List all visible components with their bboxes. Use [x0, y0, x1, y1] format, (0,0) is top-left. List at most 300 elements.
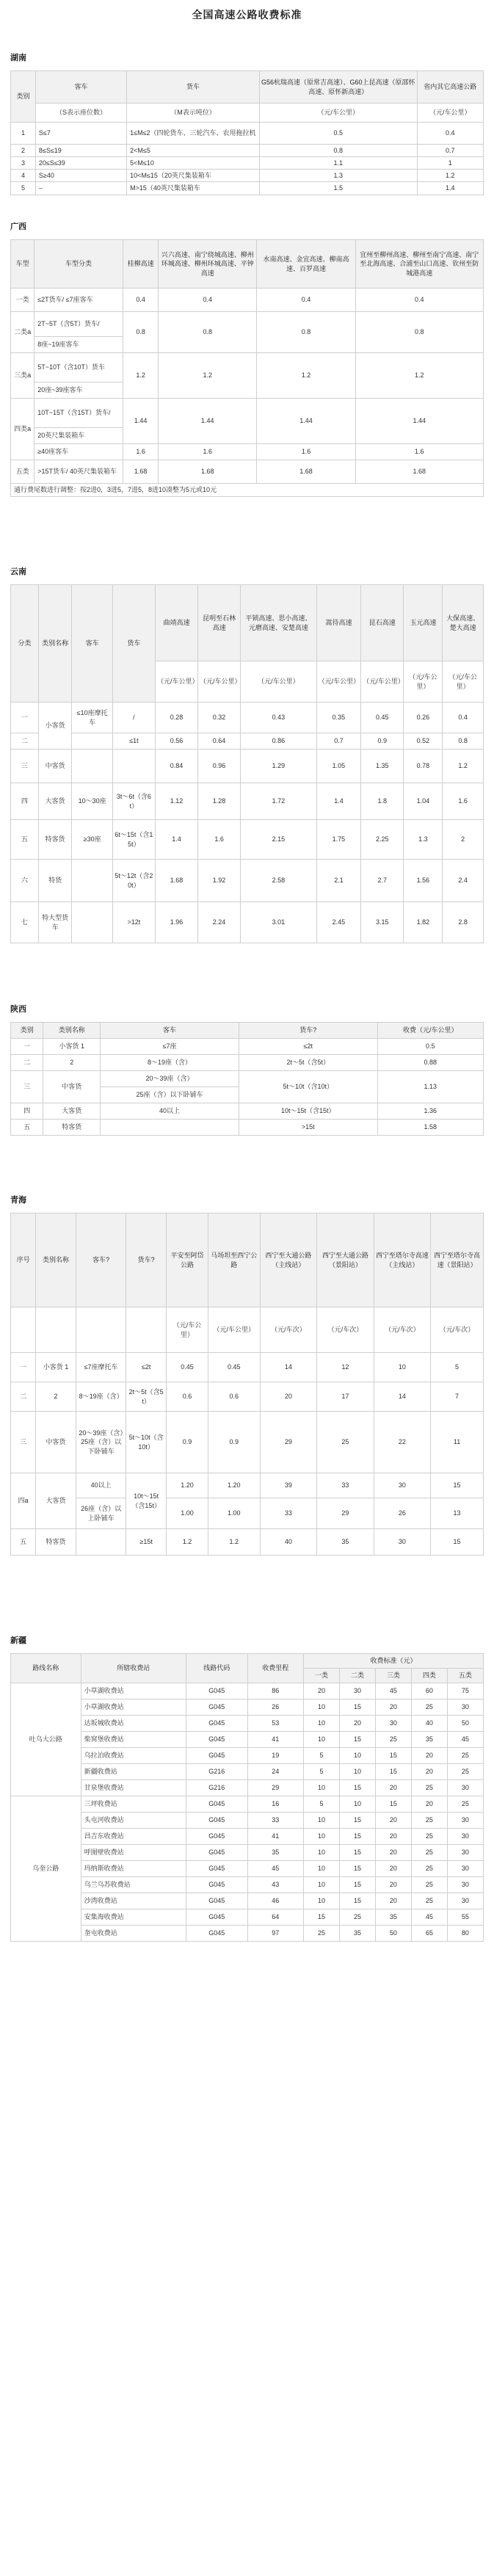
table-cell: / [112, 703, 155, 733]
table-cell: 22 [374, 1412, 431, 1473]
table-cell: 1.20 [166, 1473, 208, 1498]
table-row [11, 1103, 484, 1120]
table-cell: ≤2t [239, 1039, 377, 1055]
qinghai-unit-blank [126, 1307, 167, 1353]
table-cell: 达坂城收费站 [81, 1716, 186, 1732]
table-cell: 41 [247, 1732, 303, 1748]
table-cell: 小客货 1 [43, 1039, 101, 1055]
table-cell: 1.2 [417, 170, 483, 182]
table-cell: 0.35 [316, 703, 361, 733]
qinghai-header-bus: 客车? [76, 1213, 126, 1307]
table-cell: 45 [447, 1732, 483, 1748]
table-cell: 10 [374, 1353, 431, 1382]
table-cell: 三 [11, 750, 39, 783]
table-cell: 1.00 [166, 1498, 208, 1529]
table-cell: 二类a [11, 312, 34, 353]
guangxi-header-class: 车型分类 [34, 240, 123, 289]
xinjiang-class-5: 五类 [447, 1669, 483, 1683]
table-cell: 1.2 [208, 1529, 260, 1556]
table-row [11, 170, 484, 182]
table-cell: G045 [186, 1748, 247, 1764]
table-row [11, 444, 484, 460]
table-row [11, 1382, 484, 1412]
table-cell: 四类a [11, 399, 34, 460]
table-cell: 3.01 [241, 902, 317, 943]
table-cell: 8～19座（含） [101, 1055, 239, 1071]
table-cell: 15 [339, 1780, 375, 1796]
table-cell: 86 [247, 1683, 303, 1699]
qinghai-unit-blank [36, 1307, 76, 1353]
section-xinjiang [10, 1634, 484, 1942]
table-cell: 10 [339, 1796, 375, 1813]
table-cell: 0.45 [208, 1353, 260, 1382]
yunnan-header-pingsuo: 平锁高速、思小高速、元磨高速、安楚高速 [241, 585, 317, 661]
qinghai-unit: （元/车次） [317, 1307, 374, 1353]
table-cell: 30 [447, 1780, 483, 1796]
qinghai-header-pingan: 平安至阿岱公路 [166, 1213, 208, 1307]
yunnan-header-class: 分类 [11, 585, 39, 703]
table-cell: 30 [374, 1473, 431, 1498]
table-cell: 0.4 [443, 703, 484, 733]
table-cell: 0.52 [404, 733, 443, 750]
table-row [11, 157, 484, 170]
table-cell: M>15（40英尺集装箱车 [127, 182, 260, 195]
table-cell: 5<M≤10 [127, 157, 260, 170]
table-cell: 特客货 [38, 820, 71, 860]
table-cell: S≤7 [35, 123, 126, 145]
table-row [11, 1926, 484, 1942]
table-cell: 10 [339, 1764, 375, 1780]
table-row [11, 860, 484, 902]
table-cell: 15 [339, 1829, 375, 1845]
table-cell: 25 [317, 1412, 374, 1473]
qinghai-unit: （元/车次） [374, 1307, 431, 1353]
table-cell: >15t [239, 1120, 377, 1136]
table-cell: 20 [411, 1796, 447, 1813]
table-cell: 33 [260, 1498, 317, 1529]
table-cell: 一 [11, 703, 39, 733]
qinghai-header-machang: 马场坦至西宁公路 [208, 1213, 260, 1307]
table-cell: 一 [11, 1353, 36, 1382]
table-cell: 10T~15T（含15T）货车/ [34, 399, 123, 428]
table-cell: 13 [431, 1498, 484, 1529]
table-cell: 1.82 [404, 902, 443, 943]
table-cell: 2.45 [316, 902, 361, 943]
table-row [11, 1764, 484, 1780]
table-cell: 三类a [11, 353, 34, 399]
table-cell: 2 [36, 1382, 76, 1412]
table-cell: 1.2 [355, 353, 483, 399]
yunnan-header-kunshi2: 昆石高速 [361, 585, 404, 661]
table-cell: 97 [247, 1926, 303, 1942]
section-qinghai [10, 1194, 484, 1605]
table-row [11, 182, 484, 195]
table-cell: 41 [247, 1829, 303, 1845]
hunan-sub-unit-b: （元/车公里） [417, 104, 483, 123]
qinghai-unit: （元/车公里） [208, 1307, 260, 1353]
yunnan-header-yuyuan: 玉元高速 [404, 585, 443, 661]
table-cell: 5 [11, 182, 36, 195]
table-cell [72, 902, 113, 943]
table-cell: 30 [447, 1877, 483, 1893]
table-cell: 20 [375, 1780, 411, 1796]
table-cell: 39 [260, 1473, 317, 1498]
table-cell: 甘泉堡收费站 [81, 1780, 186, 1796]
table-cell: 1.6 [198, 820, 241, 860]
page-title: 全国高速公路收费标准 [192, 9, 302, 21]
table-cell: 五 [11, 1120, 43, 1136]
table-row [11, 399, 484, 428]
table-cell: 20≤S≤39 [35, 157, 126, 170]
hunan-header-other: 省内其它高速公路 [417, 71, 483, 104]
table-cell: 一类 [11, 289, 34, 312]
shaanxi-header-name: 类别名称 [43, 1023, 101, 1039]
hunan-sub-unit-a: （元/车公里） [259, 104, 417, 123]
table-cell: 1.4 [417, 182, 483, 195]
table-row [11, 703, 484, 733]
xinjiang-table [10, 1653, 484, 1942]
table-cell: G216 [186, 1780, 247, 1796]
table-cell: 20英尺集装箱车 [34, 428, 123, 444]
table-cell: 二 [11, 1055, 43, 1071]
hunan-header-g56: G56杭瑞高速（原常吉高速）、G60上昆高速（原邵怀高速、原怀新高速） [259, 71, 417, 104]
hunan-header-bus: 客车 [35, 71, 126, 104]
table-cell: 2t～5t（含5t） [126, 1382, 167, 1412]
table-cell: 小草湖收费站 [81, 1699, 186, 1716]
table-cell: 25 [411, 1699, 447, 1716]
table-cell: 大客货 [36, 1473, 76, 1529]
table-cell: 1.00 [208, 1498, 260, 1529]
table-cell: 20 [260, 1382, 317, 1412]
table-row [11, 1780, 484, 1796]
table-cell: 29 [247, 1780, 303, 1796]
table-cell: 0.8 [355, 312, 483, 353]
table-cell: 安集海收费站 [81, 1909, 186, 1926]
table-cell: 15 [339, 1813, 375, 1829]
table-cell: 1.6 [257, 444, 355, 460]
table-cell: 10 [304, 1732, 340, 1748]
table-cell: 20 [375, 1813, 411, 1829]
table-row [11, 1813, 484, 1829]
table-cell: 呼图壁收费站 [81, 1845, 186, 1861]
table-cell: 中客货 [38, 750, 71, 783]
table-cell: 0.45 [361, 703, 404, 733]
table-cell: 30 [447, 1829, 483, 1845]
section-guangxi [10, 220, 484, 536]
table-cell: 特客货 [43, 1120, 101, 1136]
table-cell: 24 [247, 1764, 303, 1780]
table-cell: 0.78 [404, 750, 443, 783]
table-cell: 0.6 [208, 1382, 260, 1412]
table-cell: 五 [11, 820, 39, 860]
table-cell: 25 [411, 1829, 447, 1845]
table-cell: 20 [375, 1893, 411, 1909]
section-title-xinjiang: 新疆 [10, 1636, 26, 1645]
table-cell: 10t～15t（含15t） [126, 1473, 167, 1529]
table-cell: 12 [317, 1353, 374, 1382]
table-cell: 1.92 [198, 860, 241, 902]
table-cell: 20 [375, 1877, 411, 1893]
table-cell: 1.29 [241, 750, 317, 783]
table-cell: 25 [411, 1861, 447, 1877]
xinjiang-class-2: 二类 [339, 1669, 375, 1683]
table-cell: 35 [411, 1732, 447, 1748]
yunnan-header-dabao: 大保高速、楚大高速 [443, 585, 484, 661]
shaanxi-header-class: 类别 [11, 1023, 43, 1039]
table-cell: 1 [11, 123, 36, 145]
table-row [11, 1829, 484, 1845]
table-row [11, 1909, 484, 1926]
table-cell: 0.7 [316, 733, 361, 750]
table-cell: 2t～5t（含5t） [239, 1055, 377, 1071]
table-cell: 15 [431, 1473, 484, 1498]
table-cell: 20～39座（含） [101, 1071, 239, 1087]
table-cell: 头屯河收费站 [81, 1813, 186, 1829]
xinjiang-class-4: 四类 [411, 1669, 447, 1683]
table-cell: 0.45 [166, 1353, 208, 1382]
table-row [11, 1893, 484, 1909]
table-row [11, 820, 484, 860]
table-cell: 6t～15t（含15t） [112, 820, 155, 860]
shaanxi-header-bus: 客车 [101, 1023, 239, 1039]
table-cell: 0.4 [257, 289, 355, 312]
table-cell: 25 [447, 1764, 483, 1780]
table-cell: 七 [11, 902, 39, 943]
table-cell: 25 [411, 1893, 447, 1909]
hunan-sub-seats: （S表示座位数） [35, 104, 126, 123]
table-cell: 1.3 [404, 820, 443, 860]
table-cell: G045 [186, 1796, 247, 1813]
table-row [11, 1732, 484, 1748]
table-cell: 中客货 [43, 1071, 101, 1103]
table-cell: G045 [186, 1861, 247, 1877]
table-cell: 15 [339, 1861, 375, 1877]
table-cell: G045 [186, 1699, 247, 1716]
table-cell: 7 [431, 1382, 484, 1412]
table-cell: 1.8 [361, 783, 404, 820]
table-row [11, 1473, 484, 1498]
table-row [11, 1699, 484, 1716]
table-row [11, 1353, 484, 1382]
table-cell [72, 733, 113, 750]
table-cell: 2 [11, 145, 36, 157]
table-cell: 2<M≤5 [127, 145, 260, 157]
table-row [11, 1748, 484, 1764]
table-cell: 15 [339, 1877, 375, 1893]
table-cell: 20 [339, 1716, 375, 1732]
table-cell: 2T~5T（含5T）货车/ [34, 312, 123, 337]
table-cell: 0.8 [259, 145, 417, 157]
qinghai-unit: （元/车次） [260, 1307, 317, 1353]
table-cell: ≤7座摩托车 [76, 1353, 126, 1382]
table-row [11, 733, 484, 750]
table-cell: 30 [447, 1813, 483, 1829]
table-cell: 15 [339, 1893, 375, 1909]
table-cell: 30 [374, 1529, 431, 1556]
table-cell: 60 [411, 1683, 447, 1699]
yunnan-unit: （元/车公里） [241, 661, 317, 703]
table-cell: >12t [112, 902, 155, 943]
table-cell: 33 [247, 1813, 303, 1829]
table-cell: 65 [411, 1926, 447, 1942]
table-cell: 45 [411, 1909, 447, 1926]
yunnan-table [10, 584, 484, 943]
table-cell: – [35, 182, 126, 195]
table-cell: 30 [447, 1861, 483, 1877]
table-cell: 10 [304, 1829, 340, 1845]
table-cell: 5t～12t（含20t） [112, 860, 155, 902]
table-cell: 10 [304, 1813, 340, 1829]
guangxi-header-xingliu: 兴六高速、南宁绕城高速、柳州环城高速、柳州环城高速、平钟高速 [159, 240, 257, 289]
table-cell: 0.5 [377, 1039, 483, 1055]
table-cell: 75 [447, 1683, 483, 1699]
table-cell: 0.7 [417, 145, 483, 157]
xinjiang-header-stations: 所辖收费站 [81, 1654, 186, 1683]
table-cell: 20 [375, 1845, 411, 1861]
table-cell: 0.6 [166, 1382, 208, 1412]
table-cell: 0.8 [159, 312, 257, 353]
table-cell: 40 [411, 1716, 447, 1732]
table-cell: 2.7 [361, 860, 404, 902]
table-cell: 30 [447, 1699, 483, 1716]
table-cell: 1.12 [155, 783, 197, 820]
table-cell: 15 [375, 1764, 411, 1780]
table-cell: 0.28 [155, 703, 197, 733]
table-cell: 20 [375, 1861, 411, 1877]
guangxi-header-type: 车型 [11, 240, 34, 289]
section-title-hunan: 湖南 [10, 54, 26, 62]
table-cell: 26 [374, 1498, 431, 1529]
table-cell: S≥40 [35, 170, 126, 182]
table-row [11, 1071, 484, 1087]
table-cell: ≤2t [126, 1353, 167, 1382]
table-row [11, 460, 484, 484]
table-row [11, 145, 484, 157]
table-cell: ≥40座客车 [34, 444, 123, 460]
table-cell: 10～30座 [72, 783, 113, 820]
table-cell: 0.4 [355, 289, 483, 312]
table-cell: 0.64 [198, 733, 241, 750]
table-cell: >15T货车/ 40英尺集装箱车 [34, 460, 123, 484]
table-cell: 11 [431, 1412, 484, 1473]
table-cell: 17 [317, 1382, 374, 1412]
table-cell: 10<M≤15（20英尺集装箱车 [127, 170, 260, 182]
table-cell: 29 [317, 1498, 374, 1529]
table-cell: 25 [411, 1845, 447, 1861]
table-cell: 5t～10t（含10t） [239, 1071, 377, 1103]
table-cell: 15 [304, 1909, 340, 1926]
table-cell: 40 [260, 1529, 317, 1556]
table-cell: 1.2 [257, 353, 355, 399]
qinghai-unit: （元/车公里） [166, 1307, 208, 1353]
table-cell: 3 [11, 157, 36, 170]
table-cell: 五类 [11, 460, 34, 484]
table-row [11, 484, 484, 497]
table-cell: 五 [11, 1529, 36, 1556]
table-cell: 15 [339, 1699, 375, 1716]
hunan-sub-tonnage: （M表示吨位） [127, 104, 260, 123]
table-cell: 0.8 [123, 312, 158, 353]
table-cell: 中客货 [36, 1412, 76, 1473]
hunan-header-category: 类别 [11, 71, 36, 123]
table-cell: G216 [186, 1764, 247, 1780]
yunnan-unit: （元/车公里） [316, 661, 361, 703]
table-cell: 1.2 [166, 1529, 208, 1556]
table-cell: 1.68 [155, 860, 197, 902]
section-yunnan [10, 565, 484, 976]
table-cell: 1.2 [443, 750, 484, 783]
route-name-cell: 乌奎公路 [11, 1796, 81, 1942]
table-cell: 10 [304, 1845, 340, 1861]
xinjiang-class-3: 三类 [375, 1669, 411, 1683]
table-cell: 昌吉东收费站 [81, 1829, 186, 1845]
qinghai-header-taersi-jy: 西宁至塔尔寺高速（景阳站） [431, 1213, 484, 1307]
table-cell: 1.28 [198, 783, 241, 820]
xinjiang-header-code: 线路代码 [186, 1654, 247, 1683]
table-cell: 64 [247, 1909, 303, 1926]
table-cell: 20 [411, 1748, 447, 1764]
xinjiang-header-route: 路线名称 [11, 1654, 81, 1683]
table-cell: 0.86 [241, 733, 317, 750]
table-row [11, 123, 484, 145]
table-cell: 15 [339, 1845, 375, 1861]
table-cell: 三坪收费站 [81, 1796, 186, 1813]
table-cell: 25 [411, 1877, 447, 1893]
table-cell: G045 [186, 1732, 247, 1748]
table-cell: 1.5 [259, 182, 417, 195]
table-cell: 25 [411, 1813, 447, 1829]
table-cell: 35 [375, 1909, 411, 1926]
guangxi-table [10, 239, 484, 497]
table-row [11, 1716, 484, 1732]
table-cell: 0.8 [443, 733, 484, 750]
yunnan-header-name: 类别名称 [38, 585, 71, 703]
table-cell [112, 750, 155, 783]
table-row [11, 783, 484, 820]
table-cell: 新疆收费站 [81, 1764, 186, 1780]
table-cell: 0.32 [198, 703, 241, 733]
table-row [11, 902, 484, 943]
table-cell: 20座~39座客车 [34, 382, 123, 399]
qinghai-header-index: 序号 [11, 1213, 36, 1307]
table-cell: 8～19座（含） [76, 1382, 126, 1412]
table-cell: 46 [247, 1893, 303, 1909]
yunnan-header-truck: 货车 [112, 585, 155, 703]
table-cell: 柴窝堡收费站 [81, 1732, 186, 1748]
qinghai-header-name: 类别名称 [36, 1213, 76, 1307]
table-cell: 20～39座（含）25座（含）以下卧铺车 [76, 1412, 126, 1473]
yunnan-unit: （元/车公里） [404, 661, 443, 703]
table-cell: ≤7座 [101, 1039, 239, 1055]
table-cell: 0.9 [361, 733, 404, 750]
table-cell: 四 [11, 1103, 43, 1120]
table-cell: 25 [447, 1748, 483, 1764]
table-cell: 1.68 [159, 460, 257, 484]
table-cell: 14 [374, 1382, 431, 1412]
table-cell: 55 [447, 1909, 483, 1926]
table-cell: 3t～6t（含6t） [112, 783, 155, 820]
table-cell: 25 [447, 1796, 483, 1813]
table-cell: 2.25 [361, 820, 404, 860]
table-cell: 4 [11, 170, 36, 182]
table-cell: 乌拉泊收费站 [81, 1748, 186, 1764]
guangxi-footer-note: 通行费尾数进行调整：按2进0，3进5，7进5，8进10凑整为5元或10元 [11, 484, 484, 497]
table-cell: 1.68 [123, 460, 158, 484]
table-cell: 1.56 [404, 860, 443, 902]
table-cell: G045 [186, 1926, 247, 1942]
table-cell: 30 [447, 1845, 483, 1861]
section-shaanxi [10, 1003, 484, 1179]
